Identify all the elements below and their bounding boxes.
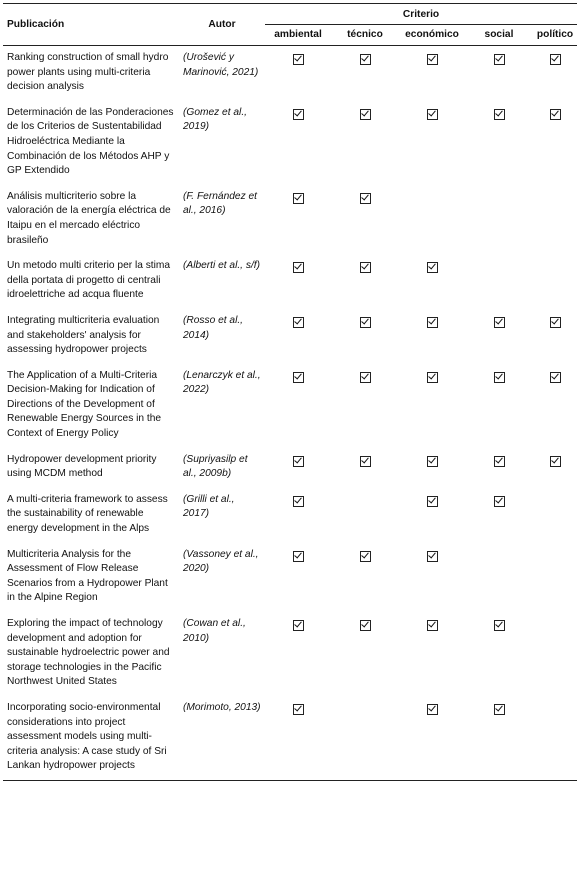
criterion-cell <box>399 254 465 309</box>
checkbox-checked-icon <box>360 317 371 328</box>
publication-title: Análisis multicriterio sobre la valoración de la energía eléctrica de Itaipu en el mercado eléctrico brasileño <box>7 190 171 246</box>
checkbox-checked-icon <box>550 372 561 383</box>
checkbox-checked-icon <box>427 109 438 120</box>
table-row <box>3 448 577 488</box>
publication-author: (Gomez et al., 2019) <box>183 106 247 133</box>
criterion-cell <box>399 448 465 488</box>
criterion-cell <box>465 448 533 488</box>
checkbox-checked-icon <box>360 109 371 120</box>
criterion-cell <box>399 488 465 543</box>
criterion-cell <box>331 543 399 612</box>
criterion-cell <box>399 46 465 101</box>
checkbox-checked-icon <box>360 551 371 562</box>
table-row <box>3 612 577 696</box>
criterion-cell <box>265 46 331 101</box>
criterion-cell <box>465 612 533 696</box>
criterion-cell <box>399 543 465 612</box>
criterion-cell <box>465 254 533 309</box>
criterion-cell <box>465 364 533 448</box>
publications-table <box>3 3 577 781</box>
checkbox-checked-icon <box>293 193 304 204</box>
criterion-cell <box>399 101 465 185</box>
criterion-cell <box>265 448 331 488</box>
publication-author: (Cowan et al., 2010) <box>183 618 246 644</box>
criterion-cell <box>533 448 577 488</box>
checkbox-checked-icon <box>494 620 505 631</box>
criterion-cell <box>265 101 331 185</box>
table-row <box>3 185 577 254</box>
publication-author: (Supriyasilp et al., 2009b) <box>183 453 248 480</box>
criterion-cell <box>533 185 577 254</box>
criterion-cell <box>465 696 533 780</box>
criterion-cell <box>399 309 465 364</box>
criterion-cell <box>265 309 331 364</box>
publication-author: (F. Fernández et al., 2016) <box>183 190 257 217</box>
criterion-cell <box>399 364 465 448</box>
header-criterion-economico: económico <box>399 25 465 46</box>
criterion-cell <box>399 612 465 696</box>
criterion-cell <box>465 46 533 101</box>
checkbox-checked-icon <box>494 704 505 715</box>
checkbox-checked-icon <box>550 109 561 120</box>
publication-author: (Urošević y Marinović, 2021) <box>183 52 259 78</box>
criterion-cell <box>533 254 577 309</box>
checkbox-checked-icon <box>293 109 304 120</box>
publication-author: (Lenarczyk et al., 2022) <box>183 369 261 396</box>
header-criterion-tecnico: técnico <box>331 25 399 46</box>
criterion-cell <box>265 185 331 254</box>
checkbox-checked-icon <box>427 551 438 562</box>
table-row <box>3 543 577 612</box>
criterion-cell <box>265 543 331 612</box>
checkbox-checked-icon <box>427 372 438 383</box>
checkbox-checked-icon <box>427 496 438 507</box>
checkbox-checked-icon <box>427 704 438 715</box>
publication-author: (Morimoto, 2013) <box>179 696 265 780</box>
publication-author: (Vassoney et al., 2020) <box>183 548 259 575</box>
criterion-cell <box>331 488 399 543</box>
table-row <box>3 488 577 543</box>
header-criterion-social: social <box>465 25 533 46</box>
publication-author: (Rosso et al., 2014) <box>183 314 244 341</box>
criterion-cell <box>265 696 331 780</box>
criterion-cell <box>331 46 399 101</box>
publication-author: (Grilli et al., 2017) <box>183 493 235 520</box>
checkbox-checked-icon <box>293 317 304 328</box>
checkbox-checked-icon <box>293 551 304 562</box>
publication-title: Exploring the impact of technology development and adoption for sustainable hydroelectric power and storage technologies in the Pacific Northwest United States <box>7 618 170 688</box>
publication-title: The Application of a Multi-Criteria Decision-Making for Indication of Directions of the Development of Renewable Energy Sources in the Context of Energy Policy <box>7 369 162 440</box>
publication-author: (Alberti et al., s/f) <box>183 260 260 272</box>
checkbox-checked-icon <box>550 54 561 65</box>
header-criterion-politico: político <box>533 25 577 46</box>
criterion-cell <box>465 309 533 364</box>
publication-title: Incorporating socio-environmental considerations into project assessment models using multi-criteria analysis: A case study of Sri Lankan hydropower projects <box>3 696 179 780</box>
criterion-cell <box>465 185 533 254</box>
checkbox-checked-icon <box>494 317 505 328</box>
criterion-cell <box>533 612 577 696</box>
checkbox-checked-icon <box>360 456 371 467</box>
checkbox-checked-icon <box>494 496 505 507</box>
criterion-cell <box>265 364 331 448</box>
checkbox-checked-icon <box>293 704 304 715</box>
criterion-cell <box>533 101 577 185</box>
checkbox-checked-icon <box>360 193 371 204</box>
criterion-cell <box>533 543 577 612</box>
criterion-cell <box>331 185 399 254</box>
header-autor: Autor <box>179 4 265 46</box>
checkbox-checked-icon <box>427 620 438 631</box>
criterion-cell <box>331 254 399 309</box>
criterion-cell <box>533 309 577 364</box>
criterion-cell <box>331 448 399 488</box>
checkbox-checked-icon <box>293 456 304 467</box>
checkbox-checked-icon <box>427 456 438 467</box>
header-publicacion: Publicación <box>3 4 179 46</box>
checkbox-checked-icon <box>360 620 371 631</box>
criterion-cell <box>533 696 577 780</box>
table-row <box>3 696 577 780</box>
checkbox-checked-icon <box>550 456 561 467</box>
checkbox-checked-icon <box>293 54 304 65</box>
criterion-cell <box>399 185 465 254</box>
publication-title: Un metodo multi criterio per la stima della portata di progetto di centrali idroelettriche ad acqua fluente <box>7 260 171 301</box>
checkbox-checked-icon <box>494 54 505 65</box>
publication-title: A multi-criteria framework to assess the sustainability of renewable energy development in the Alps <box>7 493 168 535</box>
table-row <box>3 309 577 364</box>
publication-title: Ranking construction of small hydro power plants using multi-criteria decision analysis <box>7 52 169 93</box>
criterion-cell <box>465 488 533 543</box>
header-criterio: Criterio <box>265 4 577 25</box>
publication-title: Determinación de las Ponderaciones de los Criterios de Sustentabilidad Hidroeléctrica Mediante la Combinación de los Métodos AHP y GP Extendido <box>7 106 174 177</box>
table-row <box>3 254 577 309</box>
criterion-cell <box>265 612 331 696</box>
criterion-cell <box>265 488 331 543</box>
checkbox-checked-icon <box>494 109 505 120</box>
header-criterion-ambiental: ambiental <box>265 25 331 46</box>
criterion-cell <box>331 696 399 780</box>
criterion-cell <box>331 101 399 185</box>
criterion-cell <box>331 364 399 448</box>
checkbox-checked-icon <box>293 372 304 383</box>
checkbox-checked-icon <box>360 262 371 273</box>
publication-title: Integrating multicriteria evaluation and stakeholders' analysis for assessing hydropower projects <box>7 314 160 356</box>
publication-title: Hydropower development priority using MCDM method <box>7 453 157 480</box>
criterion-cell <box>533 46 577 101</box>
publication-title: Multicriteria Analysis for the Assessment of Flow Release Scenarios from a Hydropower Plant in the Alpine Region <box>7 548 168 604</box>
criterion-cell <box>399 696 465 780</box>
checkbox-checked-icon <box>494 372 505 383</box>
checkbox-checked-icon <box>360 54 371 65</box>
table-row <box>3 101 577 185</box>
criterion-cell <box>331 612 399 696</box>
criterion-cell <box>533 488 577 543</box>
checkbox-checked-icon <box>293 262 304 273</box>
criterion-cell <box>465 101 533 185</box>
criterion-cell <box>465 543 533 612</box>
criterion-cell <box>331 309 399 364</box>
table-row <box>3 364 577 448</box>
checkbox-checked-icon <box>427 54 438 65</box>
checkbox-checked-icon <box>293 620 304 631</box>
checkbox-checked-icon <box>427 317 438 328</box>
checkbox-checked-icon <box>293 496 304 507</box>
checkbox-checked-icon <box>550 317 561 328</box>
criterion-cell <box>265 254 331 309</box>
table-row <box>3 46 577 101</box>
checkbox-checked-icon <box>360 372 371 383</box>
criterion-cell <box>533 364 577 448</box>
checkbox-checked-icon <box>427 262 438 273</box>
checkbox-checked-icon <box>494 456 505 467</box>
